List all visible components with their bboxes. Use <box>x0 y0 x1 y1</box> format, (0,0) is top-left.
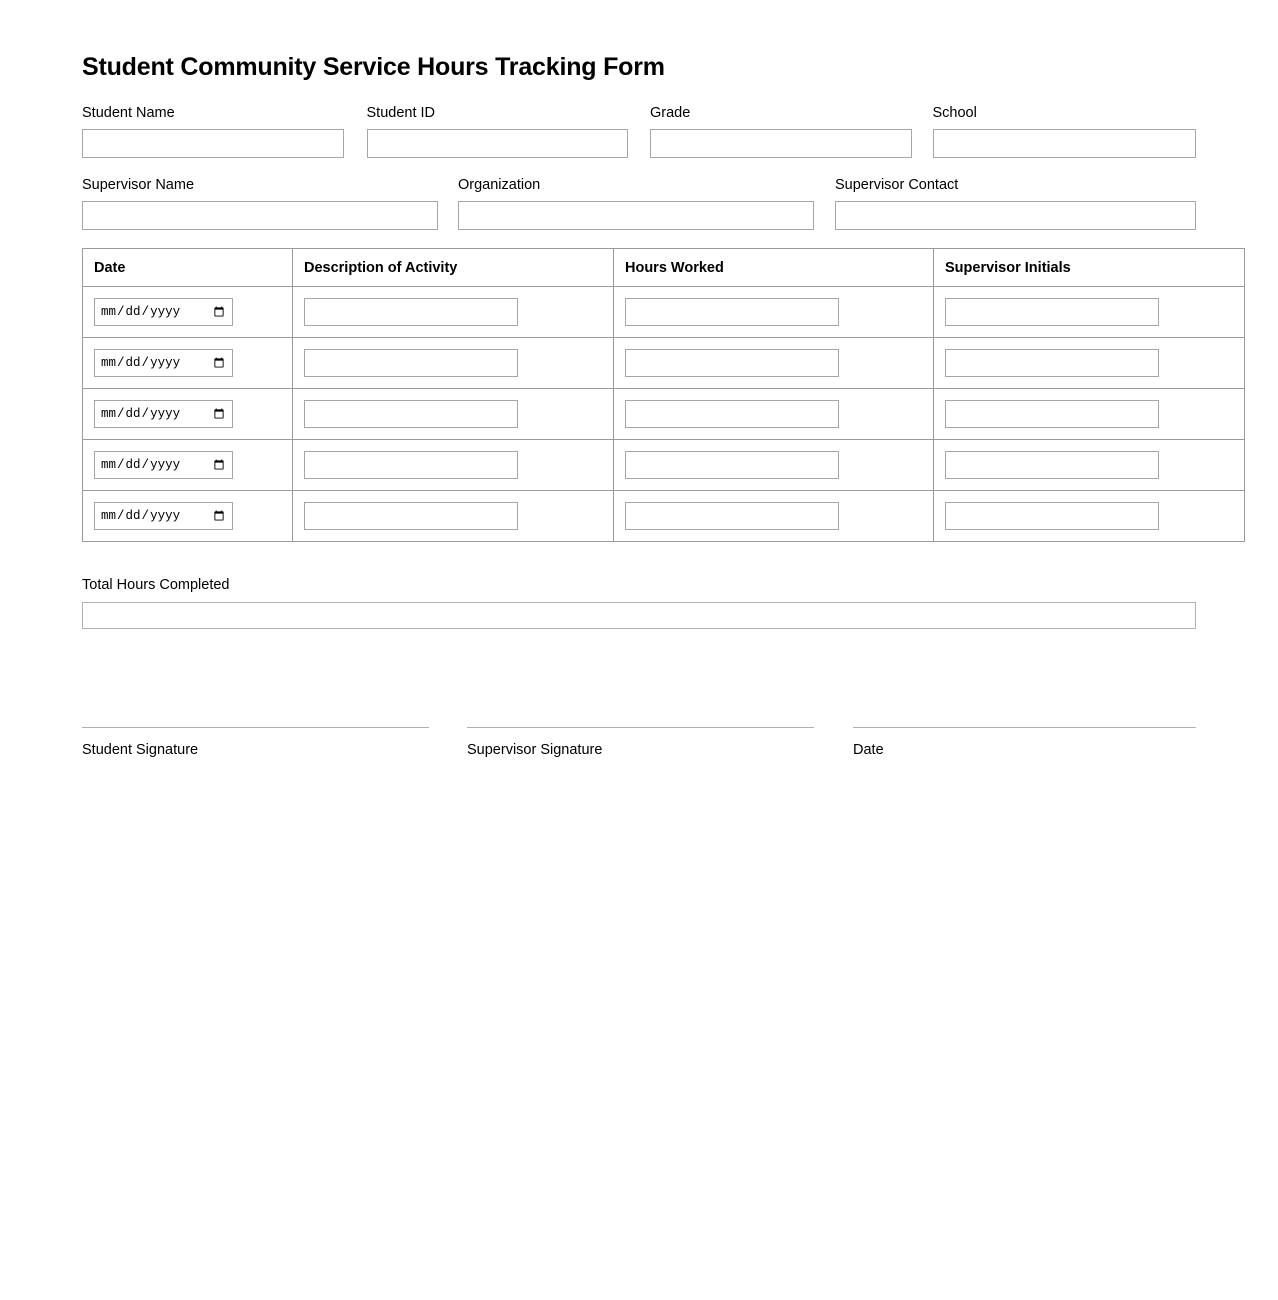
field-supervisor-name <box>82 176 438 230</box>
field-school <box>933 104 1197 158</box>
student-id-input[interactable] <box>367 129 629 158</box>
supervisor-initials-input[interactable] <box>945 349 1159 377</box>
activity-hours-input[interactable] <box>625 451 839 479</box>
signature-supervisor <box>467 727 814 759</box>
activity-date-input[interactable] <box>94 451 233 479</box>
cell-date <box>83 491 293 542</box>
label-supervisor-name: Supervisor Name <box>82 177 195 193</box>
cell-description <box>293 287 614 338</box>
supervisor-initials-input[interactable] <box>945 502 1159 530</box>
supervisor-initials-input[interactable] <box>945 451 1159 479</box>
field-supervisor-contact <box>835 176 1196 230</box>
activity-date-input[interactable] <box>94 502 233 530</box>
field-grade <box>650 104 912 158</box>
table-header <box>83 249 1245 287</box>
label-school: School <box>932 105 977 121</box>
label-total-hours: Total Hours Completed <box>82 577 230 593</box>
cell-hours <box>614 440 934 491</box>
label-supervisor-signature: Supervisor Signature <box>467 742 603 758</box>
field-student-name <box>82 104 344 158</box>
table-row <box>83 440 1245 491</box>
grade-input[interactable] <box>650 129 912 158</box>
supervisor-initials-input[interactable] <box>945 298 1159 326</box>
activity-description-input[interactable] <box>304 451 518 479</box>
cell-hours <box>614 491 934 542</box>
supervisor-info-row <box>82 176 1196 230</box>
label-student-id: Student ID <box>366 105 436 121</box>
cell-initials <box>934 338 1245 389</box>
signature-student <box>82 727 429 759</box>
field-organization <box>458 176 814 230</box>
cell-date <box>83 440 293 491</box>
cell-hours <box>614 338 934 389</box>
column-header-description: Description of Activity <box>293 249 614 287</box>
table-header-row <box>83 249 1245 287</box>
student-info-row <box>82 104 1196 158</box>
activity-description-input[interactable] <box>304 400 518 428</box>
student-name-input[interactable] <box>82 129 344 158</box>
cell-date <box>83 287 293 338</box>
activity-hours-input[interactable] <box>625 502 839 530</box>
cell-initials <box>934 440 1245 491</box>
activity-description-input[interactable] <box>304 298 518 326</box>
label-signature-date: Date <box>853 742 884 758</box>
signature-date <box>853 727 1196 759</box>
column-header-hours: Hours Worked <box>614 249 934 287</box>
signature-line-student[interactable] <box>82 727 429 728</box>
activity-hours-input[interactable] <box>625 349 839 377</box>
activity-description-input[interactable] <box>304 502 518 530</box>
label-student-name: Student Name <box>82 105 175 121</box>
table-body <box>83 287 1245 542</box>
table-row <box>83 338 1245 389</box>
label-organization: Organization <box>458 177 541 193</box>
table-row <box>83 491 1245 542</box>
cell-initials <box>934 389 1245 440</box>
signature-line-supervisor[interactable] <box>467 727 814 728</box>
page-title: Student Community Service Hours Tracking Form <box>82 53 665 81</box>
supervisor-contact-input[interactable] <box>835 201 1196 230</box>
activity-date-input[interactable] <box>94 349 233 377</box>
activity-log-table <box>82 248 1245 542</box>
table-row <box>83 389 1245 440</box>
label-student-signature: Student Signature <box>82 742 199 758</box>
organization-input[interactable] <box>458 201 814 230</box>
signature-line-date[interactable] <box>853 727 1196 728</box>
cell-description <box>293 440 614 491</box>
cell-description <box>293 338 614 389</box>
cell-initials <box>934 491 1245 542</box>
activity-hours-input[interactable] <box>625 298 839 326</box>
cell-hours <box>614 287 934 338</box>
activity-hours-input[interactable] <box>625 400 839 428</box>
label-grade: Grade <box>650 105 691 121</box>
field-student-id <box>367 104 629 158</box>
column-header-initials: Supervisor Initials <box>934 249 1245 287</box>
cell-initials <box>934 287 1245 338</box>
cell-description <box>293 491 614 542</box>
cell-date <box>83 389 293 440</box>
activity-date-input[interactable] <box>94 298 233 326</box>
activity-description-input[interactable] <box>304 349 518 377</box>
signature-row <box>82 727 1196 759</box>
label-supervisor-contact: Supervisor Contact <box>835 177 959 193</box>
cell-date <box>83 338 293 389</box>
total-hours-block <box>82 576 1196 629</box>
supervisor-name-input[interactable] <box>82 201 438 230</box>
cell-description <box>293 389 614 440</box>
column-header-date: Date <box>83 249 293 287</box>
cell-hours <box>614 389 934 440</box>
total-hours-input[interactable] <box>82 602 1196 629</box>
school-input[interactable] <box>933 129 1197 158</box>
table-row <box>83 287 1245 338</box>
supervisor-initials-input[interactable] <box>945 400 1159 428</box>
activity-date-input[interactable] <box>94 400 233 428</box>
